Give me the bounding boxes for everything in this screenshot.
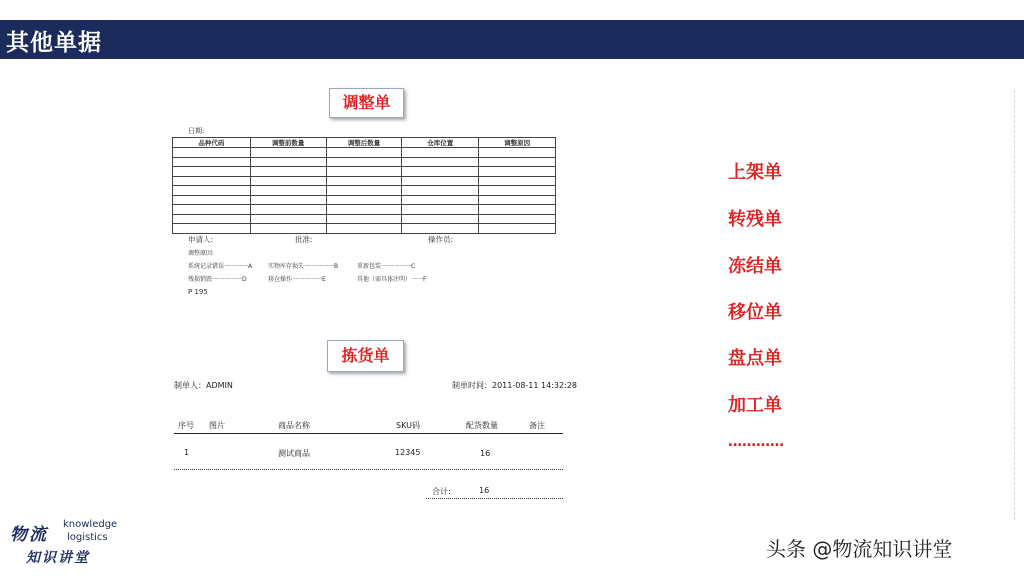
list-item: 盘点单 [728,348,782,369]
adjust-doc-label: 调整单 [329,88,404,118]
list-item: 转残单 [728,209,782,230]
logo [8,516,128,570]
reason-item: 实物库存损失一一一一一B [268,263,339,270]
approver-label: 批准: [295,235,313,244]
header-bar [0,20,1024,59]
table-row [173,186,556,196]
reason-item: 移仓操作一一一一一E [268,276,326,283]
col-header: 调整前数量 [250,138,326,148]
adjust-form [172,124,572,304]
col-header: 备注 [529,421,545,430]
table-row [173,176,556,186]
col-header: 调整原因 [479,138,556,148]
col-header: 品种代码 [173,138,251,148]
logo-text-cn: 知识讲堂 [26,550,90,566]
applicant-label: 申请人: [188,235,214,244]
list-item: 冻结单 [728,256,782,277]
list-item: 移位单 [728,302,782,323]
divider [1014,90,1015,520]
maker-label: 制单人：ADMIN [174,381,233,390]
logo-text-cn: 物流 [10,525,48,545]
col-header: 配货数量 [466,421,498,430]
logo-text-en: logistics [67,532,108,543]
reason-item: 重新包装一一一一一C [357,263,416,270]
logo-text-en: knowledge [63,519,118,530]
table-row [173,224,556,234]
table-row [173,167,556,177]
total-value: 16 [479,486,490,495]
pick-doc-label: 拣货单 [327,340,404,372]
col-header: 图片 [209,421,225,430]
adjust-table [172,137,556,234]
col-header: 商品名称 [278,421,310,430]
total-label: 合计: [432,487,451,496]
pick-form [174,376,577,506]
col-header: 调整后数量 [326,138,402,148]
page-ref: P 195 [188,288,208,296]
reason-item: 残损销毁一一一一一D [188,276,247,283]
col-header: SKU码 [396,421,420,430]
watermark: 头条 @物流知识讲堂 [766,537,953,561]
reason-item: 系统记录错误一一一一A [188,263,253,270]
date-label: 日期: [188,127,205,135]
table-row [173,214,556,224]
page-title: 其他单据 [6,30,102,56]
list-item: 加工单 [728,395,782,416]
list-item: 上架单 [728,162,782,183]
list-item: ………… [728,434,784,450]
col-header: 序号 [178,421,194,430]
operator-label: 操作员: [428,235,454,244]
row-name: 测试商品 [278,449,310,458]
row-sku: 12345 [395,448,421,457]
time-label: 制单时间：2011-08-11 14:32:28 [452,381,577,390]
table-row [173,195,556,205]
reason-title: 调整原因: [188,250,215,257]
total-rule [426,498,563,499]
header-rule [174,433,563,434]
table-row [173,205,556,215]
col-header: 仓库位置 [402,138,479,148]
row-qty: 16 [480,449,491,458]
row-rule [174,469,563,470]
row-no: 1 [184,448,190,457]
table-header-row [173,138,556,148]
table-row [173,148,556,158]
table-row [173,157,556,167]
reason-item: 其他（需具体注明）一一F [357,276,427,283]
